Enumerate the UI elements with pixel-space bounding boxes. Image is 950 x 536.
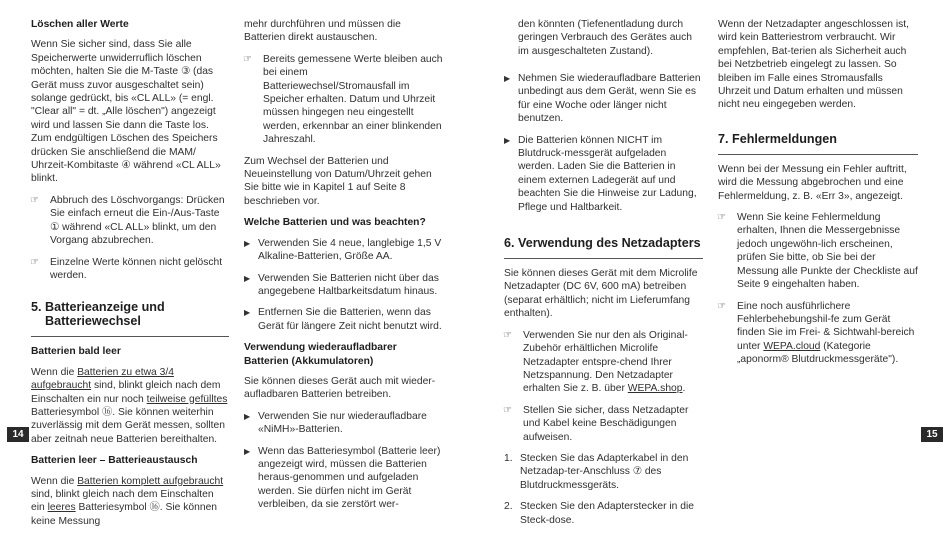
heading-loeschen: Löschen aller Werte: [31, 19, 129, 30]
column-2: [244, 18, 443, 520]
bullet-text: Verwenden Sie 4 neue, langlebige 1,5 V Alkaline-Batterien, Größe AA.: [258, 237, 442, 263]
bullet-text: Wenn das Batteriesymbol (Batterie leer) angezeigt wird, müssen die Batterien heraus-genommen und aufgeladen werden. Sie dürfen nicht im Gerät verbleiben, da sie zerstört wer-: [258, 445, 441, 511]
note: [504, 404, 703, 444]
note-text: [737, 301, 914, 366]
column-1: [31, 18, 229, 536]
text: (Kategorie „aponorm® Blutdruckmessgeräte").: [737, 340, 899, 366]
item-text: Stecken Sie den Adapterstecker in die Steck-dose.: [520, 501, 695, 526]
hand-pointer-icon: ☞: [30, 194, 39, 206]
note-text: [523, 330, 688, 395]
triangle-right-icon: ▶: [244, 238, 251, 248]
note-text: Bereits gemessene Werte bleiben auch bei einem Batteriewechsel/Stromausfall im Speicher erhalten. Datum und Uhrzeit müssen hingegen neu eingestellt werden, erkennbar an einer blinkenden Jahreszahl.: [263, 53, 443, 146]
text: sind, blinkt gleich nach dem Einschalten ein: [31, 488, 214, 514]
heading-welche-batterien: Welche Batterien und was beachten?: [244, 217, 426, 229]
paragraph: Zum Wechsel der Batterien und Neueinstellung von Datum/Uhrzeit gehen Sie bitte wie in Kapitel 1 auf Seite 8 beschrieben vor.: [244, 155, 432, 207]
underlined-text: WEPA.shop: [627, 383, 683, 395]
note-text: Wenn Sie keine Fehlermeldung erhalten, Ihnen die Messergebnisse jedoch ungewöhn-lich erscheinen, prüfen Sie bitte, ob Sie bei der Messung alle Punkte der Checkliste auf Seite 9 eingehalten haben.: [737, 212, 918, 291]
heading-akkumulatoren: Verwendung wiederaufladbarer Batterien (Akkumulatoren): [244, 342, 397, 367]
bullet-item: [504, 72, 703, 126]
bullet-text: Nehmen Sie wiederaufladbare Batterien unbedingt aus dem Gerät, wenn Sie es für eine Woche oder länger nicht benutzen.: [518, 73, 701, 125]
bullet-item: [244, 445, 443, 512]
bullet-text: Die Batterien können NICHT im Blutdruck-messgerät aufgeladen werden. Laden Sie die Batterien in einem externen Ladegerät auf und beachten Sie die Hinweise zur Ladung, Pflege und Haltbarkeit.: [518, 134, 697, 213]
text: Batteriesymbol ⑯. Sie können weiterhin zuverlässig mit dem Gerät messen, sollten aber zeitnah neue Batterien bereithalten.: [31, 406, 225, 445]
section-6-title: 6. Verwendung des Netzadapters: [504, 236, 701, 251]
triangle-right-icon: ▶: [244, 446, 251, 456]
bullet-text: Verwenden Sie nur wiederaufladbare «NiMH»-Batterien.: [258, 410, 427, 436]
triangle-right-icon: ▶: [504, 135, 511, 145]
heading-bald-leer: Batterien bald leer: [31, 346, 121, 358]
paragraph: [31, 366, 229, 446]
item-number: 1.: [504, 452, 513, 464]
hand-pointer-icon: ☞: [243, 53, 252, 65]
text: Wenn die: [31, 366, 78, 378]
text: Wenn die: [31, 475, 78, 487]
note: [244, 53, 443, 147]
text: .: [682, 383, 686, 395]
note: [31, 256, 229, 283]
note: [718, 211, 918, 291]
underlined-text: teilweise gefülltes: [146, 393, 228, 405]
section-divider: [718, 154, 918, 155]
note: [504, 329, 703, 396]
heading-batterien-leer: Batterien leer – Batterieaustausch: [31, 455, 198, 467]
underlined-text: WEPA.cloud: [763, 340, 821, 352]
text: sind, blinkt gleich nach dem Einschalten ein nur noch: [31, 380, 221, 405]
note: [31, 194, 229, 248]
bullet-item: [504, 134, 703, 214]
underlined-text: Batterien komplett aufgebraucht: [77, 475, 224, 487]
paragraph: Wenn Sie sicher sind, dass Sie alle Speicherwerte unwiderruflich löschen möchten, halten Sie die M-Taste ③ (das Gerät muss zuvor ausgeschaltet sein) solange gedrückt, bis «CL ALL» (= engl. "Clear all" = dt. „Alle löschen") angezeigt wird und lassen Sie dann die Taste los. Zum endgültigen Löschen des Speichers drücken Sie anschließend die MAM/ Uhrzeit-Kombitaste ④ während «CL ALL» blinkt.: [31, 39, 221, 185]
underlined-text: Batterien zu etwa 3/4 aufgebraucht: [31, 366, 174, 392]
bullet-text: Verwenden Sie Batterien nicht über das angegebene Haltbarkeitsdatum hinaus.: [258, 272, 439, 297]
underlined-text: leeres: [47, 502, 76, 514]
page-number-left: 14: [7, 427, 29, 442]
triangle-right-icon: ▶: [504, 74, 511, 83]
note-text: Einzelne Werte können nicht gelöscht werden.: [50, 256, 223, 281]
hand-pointer-icon: ☞: [717, 300, 726, 312]
column-4: [718, 18, 918, 375]
paragraph: Wenn bei der Messung ein Fehler auftritt, wird die Messung abgebrochen und eine Fehlermeldung, z. B. «Err 3», angezeigt.: [718, 163, 907, 202]
note-text: Abbruch des Löschvorgangs: Drücken Sie einfach erneut die Ein-/Aus-Taste ① während «CL ALL» blinkt, um den Vorgang abzubrechen.: [50, 194, 225, 247]
triangle-right-icon: ▶: [244, 273, 251, 283]
text: Eine noch ausführlichere Fehlerbehebungshil-fe zum Gerät finden Sie im Frei- & Sichtwahl-bereich unter: [737, 300, 915, 352]
section-divider: [504, 258, 703, 259]
text: Verwenden Sie nur den als Original-Zubehör erhältlichen Microlife Netzadapter entspre-chend Ihrer Netzspannung. Den Netzadapter erhalten Sie z. B. über: [523, 329, 688, 395]
column-3-body: [504, 72, 703, 535]
bullet-item: [244, 306, 443, 333]
numbered-item: [504, 500, 703, 527]
item-number: 2.: [504, 501, 513, 513]
paragraph: [31, 475, 229, 529]
text: Batteriesymbol ⑯. Sie können keine Messung: [31, 502, 218, 527]
paragraph: Sie können dieses Gerät auch mit wieder-aufladbaren Batterien betreiben.: [244, 375, 436, 401]
page-number-right: 15: [921, 427, 943, 442]
triangle-right-icon: ▶: [244, 308, 251, 318]
section-title-line1: Batterieanzeige und: [45, 300, 165, 315]
hand-pointer-icon: ☞: [503, 404, 512, 416]
item-text: Stecken Sie das Adapterkabel in den Netzadap-ter-Anschluss ⑦ des Blutdruckmessgeräts.: [520, 452, 689, 491]
section-divider: [31, 336, 229, 337]
hand-pointer-icon: ☞: [717, 212, 726, 224]
section-5-title: [31, 300, 229, 328]
column-3: [504, 18, 703, 66]
bullet-text: Entfernen Sie die Batterien, wenn das Gerät für längere Zeit nicht benutzt wird.: [258, 307, 442, 332]
paragraph: Wenn der Netzadapter angeschlossen ist, wird kein Batteriestrom verbraucht. Wir empfehlen, Bat-terien als Sicherheit auch bei Netzbetrieb eingelegt zu lassen. So bleiben im Falle eines Stromausfalls Uhrzeit und Datum erhalten und müssen nicht neu eingegeben werden.: [718, 19, 909, 111]
section-7-title: 7. Fehlermeldungen: [718, 131, 837, 146]
paragraph: den könnten (Tiefenentladung durch geringen Verbrauch des Gerätes auch im ausgeschalteten Zustand).: [518, 19, 693, 57]
numbered-item: [504, 452, 703, 492]
hand-pointer-icon: ☞: [503, 329, 512, 341]
paragraph: mehr durchführen und müssen die Batterien direkt austauschen.: [244, 19, 401, 44]
paragraph: Sie können dieses Gerät mit dem Microlife Netzadapter (DC 6V, 600 mA) betreiben (separat erhältlich; nicht im Lieferumfang enthalten).: [504, 268, 698, 320]
hand-pointer-icon: ☞: [30, 256, 39, 268]
note-text: Stellen Sie sicher, dass Netzadapter und Kabel keine Beschädigungen aufweisen.: [523, 404, 689, 443]
triangle-right-icon: ▶: [244, 411, 251, 421]
section-number: 5.: [31, 300, 42, 315]
section-title-line2: Batteriewechsel: [45, 314, 141, 329]
note: [718, 300, 918, 367]
bullet-item: [244, 237, 443, 264]
bullet-item: [244, 272, 443, 299]
bullet-item: [244, 410, 443, 437]
